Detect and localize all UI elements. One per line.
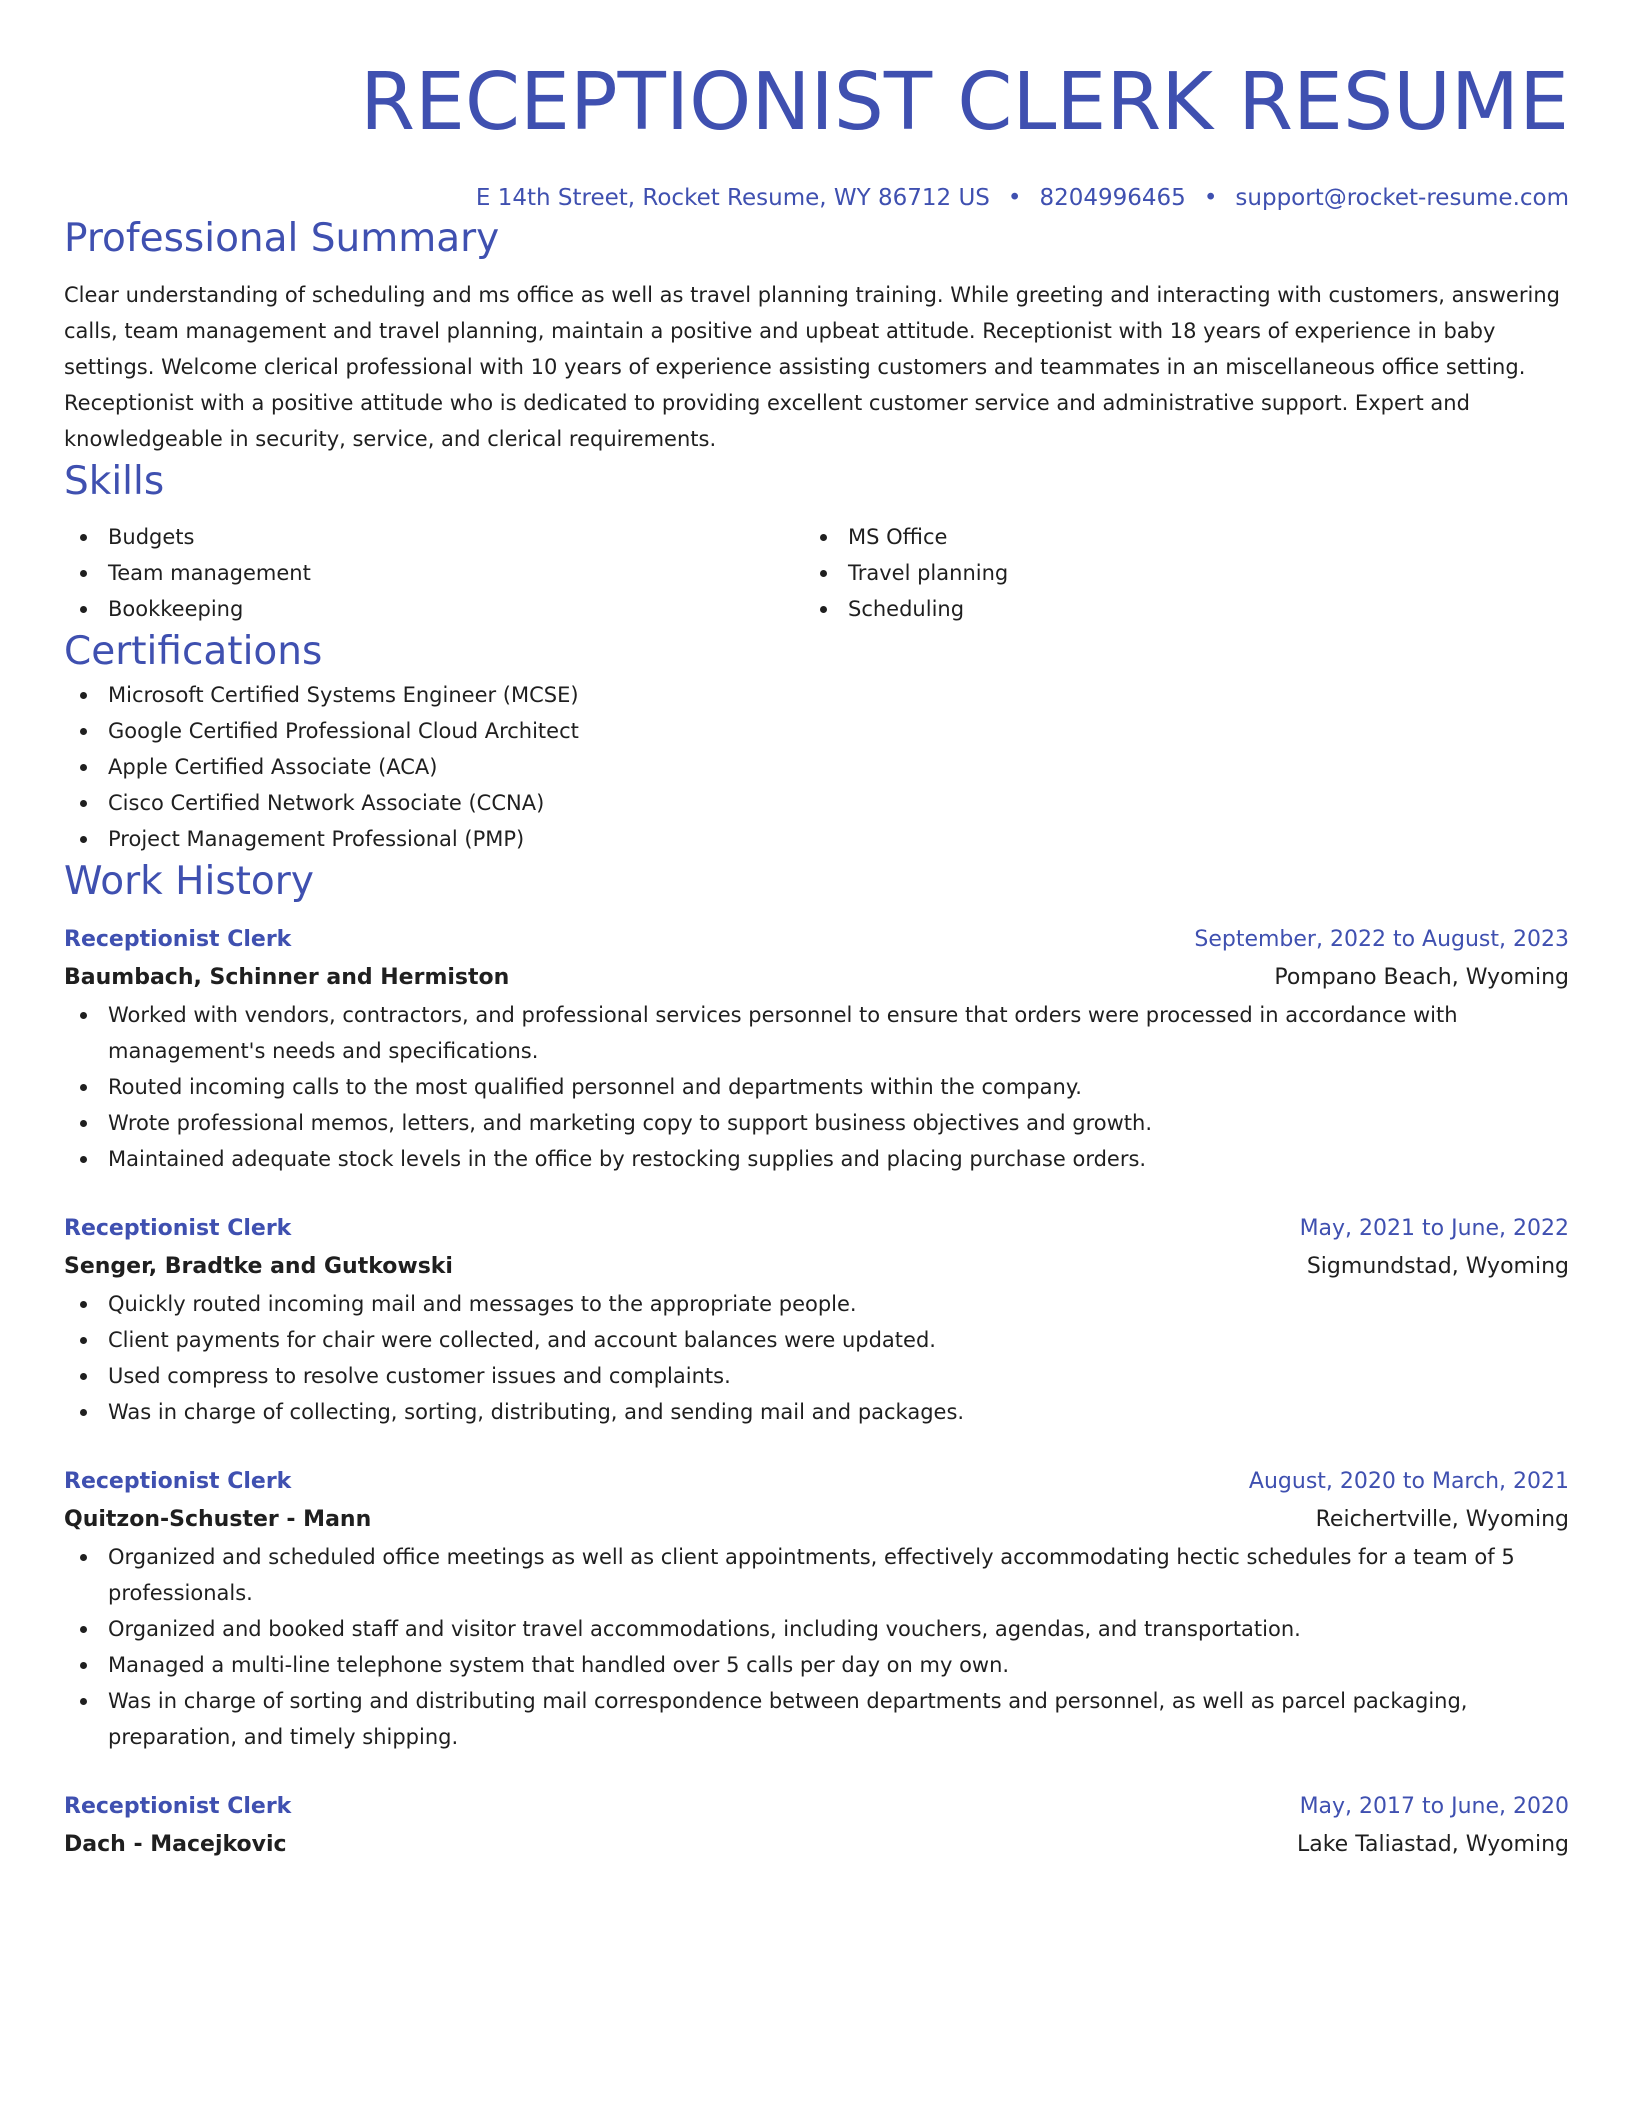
job-company-row bbox=[64, 1826, 1569, 1864]
job-bullet: Organized and booked staff and visitor travel accommodations, including vouchers, agendas, and transportation. bbox=[64, 1611, 1569, 1647]
job-entry bbox=[64, 1210, 1569, 1430]
job-header-row bbox=[64, 921, 1569, 959]
job-header-row bbox=[64, 1463, 1569, 1501]
job-bullets bbox=[64, 997, 1569, 1177]
skill-item: Team management bbox=[64, 555, 804, 591]
certification-item: Project Management Professional (PMP) bbox=[64, 821, 1569, 857]
job-bullet: Was in charge of sorting and distributing mail correspondence between departments and personnel, as well as parcel packaging, preparation, and timely shipping. bbox=[64, 1683, 1569, 1755]
job-header-row bbox=[64, 1788, 1569, 1826]
job-dates: May, 2021 to June, 2022 bbox=[1299, 1216, 1569, 1241]
job-bullet: Wrote professional memos, letters, and marketing copy to support business objectives and growth. bbox=[64, 1105, 1569, 1141]
skill-item: Travel planning bbox=[804, 555, 1544, 591]
contact-address: E 14th Street, Rocket Resume, WY 86712 US bbox=[475, 185, 990, 211]
work-history-heading: Work History bbox=[64, 859, 314, 904]
skill-item: Bookkeeping bbox=[64, 591, 804, 627]
job-company: Dach - Macejkovic bbox=[64, 1832, 287, 1857]
job-company: Quitzon-Schuster - Mann bbox=[64, 1507, 372, 1532]
skills-list-right bbox=[804, 519, 1544, 627]
certification-item: Microsoft Certified Systems Engineer (MCSE) bbox=[64, 677, 1569, 713]
job-bullet: Worked with vendors, contractors, and professional services personnel to ensure that orders were processed in accordance with management's needs and specifications. bbox=[64, 997, 1569, 1069]
job-title: Receptionist Clerk bbox=[64, 1216, 292, 1241]
job-bullet: Routed incoming calls to the most qualified personnel and departments within the company. bbox=[64, 1069, 1569, 1105]
certification-item: Google Certified Professional Cloud Architect bbox=[64, 713, 1569, 749]
job-dates: August, 2020 to March, 2021 bbox=[1248, 1469, 1569, 1494]
job-bullet: Organized and scheduled office meetings as well as client appointments, effectively accommodating hectic schedules for a team of 5 professionals. bbox=[64, 1539, 1569, 1611]
contact-separator: • bbox=[1007, 185, 1022, 211]
job-location: Lake Taliastad, Wyoming bbox=[1296, 1832, 1569, 1857]
job-company: Senger, Bradtke and Gutkowski bbox=[64, 1254, 453, 1279]
job-dates: September, 2022 to August, 2023 bbox=[1194, 927, 1569, 952]
job-title: Receptionist Clerk bbox=[64, 927, 292, 952]
job-company: Baumbach, Schinner and Hermiston bbox=[64, 965, 510, 990]
job-location: Reichertville, Wyoming bbox=[1315, 1507, 1569, 1532]
certification-item: Apple Certified Associate (ACA) bbox=[64, 749, 1569, 785]
job-entry bbox=[64, 1463, 1569, 1755]
job-entry bbox=[64, 921, 1569, 1177]
job-bullet: Used compress to resolve customer issues and complaints. bbox=[64, 1358, 1569, 1394]
job-dates: May, 2017 to June, 2020 bbox=[1299, 1794, 1569, 1819]
job-company-row bbox=[64, 1501, 1569, 1539]
certifications-heading: Certifications bbox=[64, 629, 323, 674]
skill-item: Scheduling bbox=[804, 591, 1544, 627]
contact-email: support@rocket-resume.com bbox=[1235, 185, 1569, 211]
contact-separator: • bbox=[1203, 185, 1218, 211]
job-bullet: Maintained adequate stock levels in the office by restocking supplies and placing purchase orders. bbox=[64, 1141, 1569, 1177]
job-title: Receptionist Clerk bbox=[64, 1794, 292, 1819]
job-company-row bbox=[64, 959, 1569, 997]
summary-heading: Professional Summary bbox=[64, 216, 500, 261]
job-bullet: Was in charge of collecting, sorting, distributing, and sending mail and packages. bbox=[64, 1394, 1569, 1430]
job-company-row bbox=[64, 1248, 1569, 1286]
job-location: Pompano Beach, Wyoming bbox=[1274, 965, 1569, 990]
certifications-list bbox=[64, 677, 1569, 857]
job-bullet: Client payments for chair were collected, and account balances were updated. bbox=[64, 1322, 1569, 1358]
job-bullets bbox=[64, 1539, 1569, 1755]
contact-phone: 8204996465 bbox=[1039, 185, 1186, 211]
contact-line bbox=[64, 182, 1569, 214]
job-title: Receptionist Clerk bbox=[64, 1469, 292, 1494]
skill-item: MS Office bbox=[804, 519, 1544, 555]
skill-item: Budgets bbox=[64, 519, 804, 555]
skills-grid bbox=[64, 519, 1569, 627]
job-bullet: Managed a multi-line telephone system that handled over 5 calls per day on my own. bbox=[64, 1647, 1569, 1683]
job-header-row bbox=[64, 1210, 1569, 1248]
resume-title: RECEPTIONIST CLERK RESUME bbox=[360, 56, 1569, 148]
certification-item: Cisco Certified Network Associate (CCNA) bbox=[64, 785, 1569, 821]
job-entry bbox=[64, 1788, 1569, 1864]
skills-list-left bbox=[64, 519, 804, 627]
skills-heading: Skills bbox=[64, 459, 165, 504]
job-bullet: Quickly routed incoming mail and messages to the appropriate people. bbox=[64, 1286, 1569, 1322]
job-location: Sigmundstad, Wyoming bbox=[1306, 1254, 1569, 1279]
job-bullets bbox=[64, 1286, 1569, 1430]
summary-text: Clear understanding of scheduling and ms office as well as travel planning training. While greeting and interacting with customers, answering calls, team management and travel planning, maintain a positive and upbeat attitude. Receptionist with 18 years of experience in baby settings. Welcome clerical professional with 10 years of experience assisting customers and teammates in an miscellaneous office setting. Receptionist with a positive attitude who is dedicated to providing excellent customer service and administrative support. Expert and knowledgeable in security, service, and clerical requirements. bbox=[64, 283, 1560, 451]
